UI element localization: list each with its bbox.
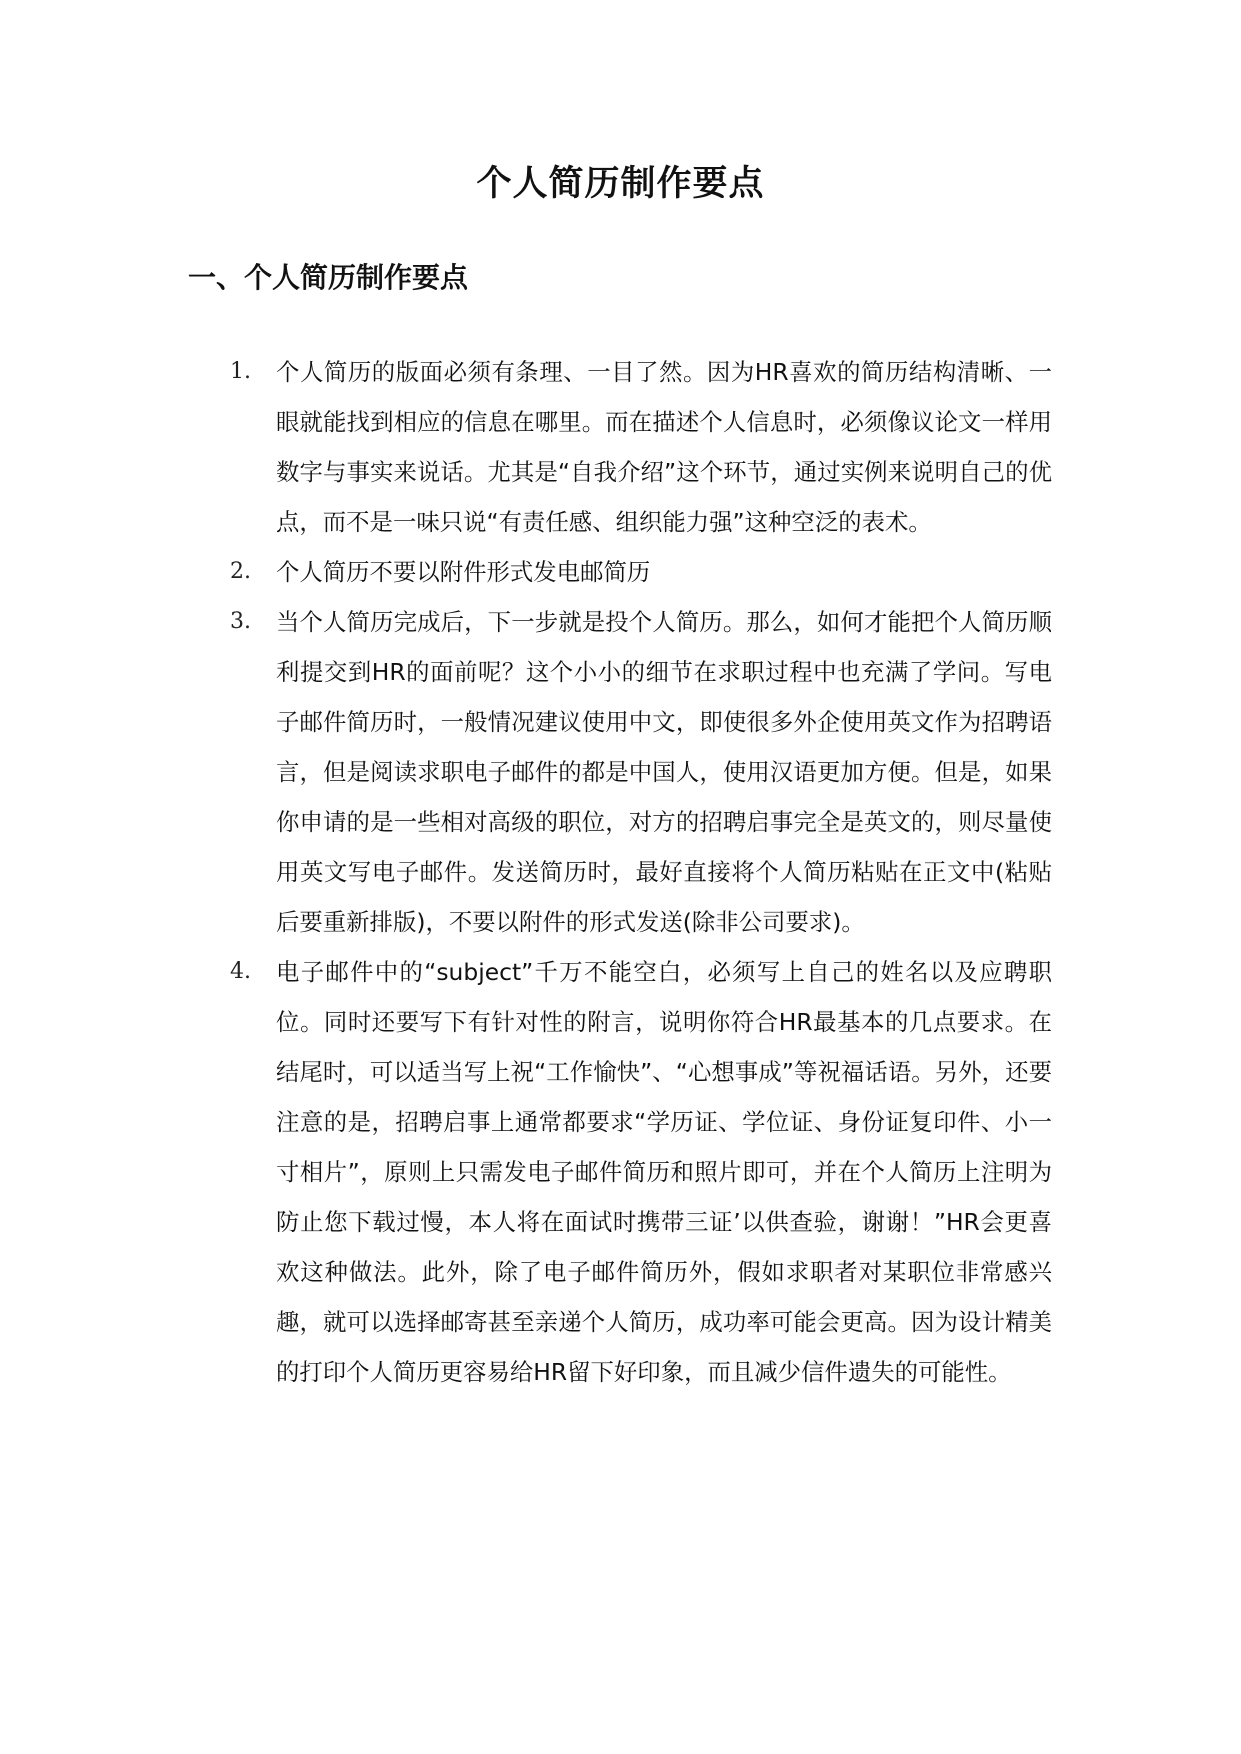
list-item-number: 4. <box>230 959 251 984</box>
list-item-number: 2. <box>230 559 251 584</box>
list-item <box>0 547 1241 597</box>
list-item <box>0 347 1241 547</box>
list-item-number: 3. <box>230 609 251 634</box>
tips-list <box>0 347 1241 1397</box>
list-item <box>0 947 1241 1397</box>
list-item <box>0 597 1241 947</box>
list-item-text: 当个人简历完成后，下一步就是投个人简历。那么，如何才能把个人简历顺利提交到HR的面前呢？这个小小的细节在求职过程中也充满了学问。写电子邮件简历时，一般情况建议使用中文，即使很多外企使用英文作为招聘语言，但是阅读求职电子邮件的都是中国人，使用汉语更加方便。但是，如果你申请的是一些相对高级的职位，对方的招聘启事完全是英文的，则尽量使用英文写电子邮件。发送简历时，最好直接将个人简历粘贴在正文中(粘贴后要重新排版)，不要以附件的形式发送(除非公司要求)。 <box>276 608 1052 936</box>
document-title: 个人简历制作要点 <box>476 164 765 204</box>
list-item-text: 个人简历的版面必须有条理、一目了然。因为HR喜欢的简历结构清晰、一眼就能找到相应的信息在哪里。而在描述个人信息时，必须像议论文一样用数字与事实来说话。尤其是“自我介绍”这个环节，通过实例来说明自己的优点，而不是一味只说“有责任感、组织能力强”这种空泛的表术。 <box>276 358 1052 536</box>
list-item-text: 个人简历不要以附件形式发电邮简历 <box>276 558 651 586</box>
section-heading: 一、个人简历制作要点 <box>188 261 469 294</box>
list-item-text: 电子邮件中的“subject”千万不能空白，必须写上自己的姓名以及应聘职位。同时还要写下有针对性的附言，说明你符合HR最基本的几点要求。在结尾时，可以适当写上祝“工作愉快”、“心想事成”等祝福话语。另外，还要注意的是，招聘启事上通常都要求“学历证、学位证、身份证复印件、小一寸相片”，原则上只需发电子邮件简历和照片即可，并在个人简历上注明为防止您下载过慢，本人将在面试时携带三证’以供查验，谢谢！”HR会更喜欢这种做法。此外，除了电子邮件简历外，假如求职者对某职位非常感兴趣，就可以选择邮寄甚至亲递个人简历，成功率可能会更高。因为设计精美的打印个人简历更容易给HR留下好印象，而且减少信件遗失的可能性。 <box>276 958 1052 1386</box>
list-item-number: 1. <box>230 359 251 384</box>
